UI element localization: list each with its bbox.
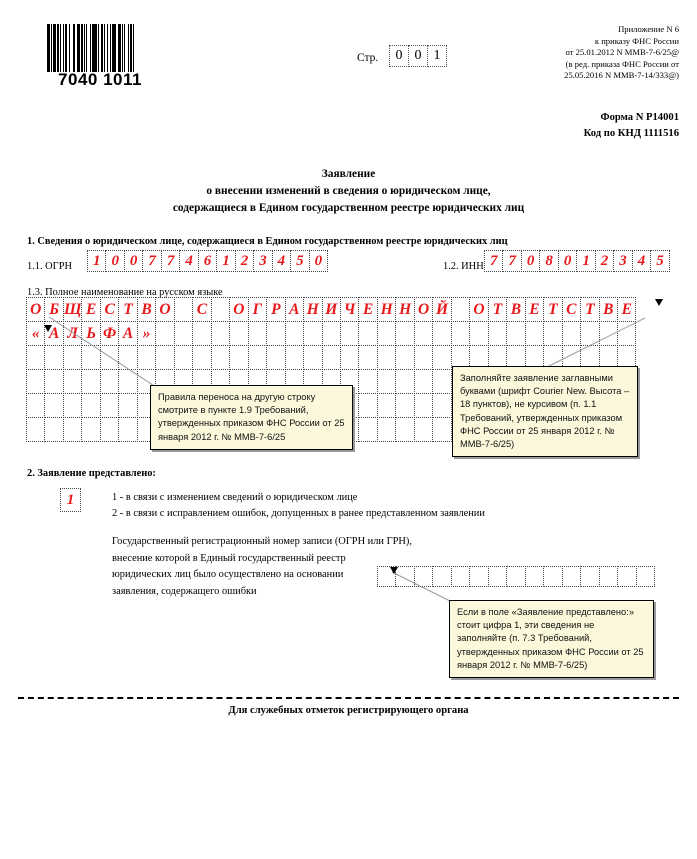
company-name-row[interactable] <box>27 321 636 346</box>
company-name-cell[interactable]: А <box>118 321 137 346</box>
company-name-cell[interactable]: « <box>26 321 45 346</box>
grn-cell[interactable] <box>414 566 433 587</box>
company-name-cell[interactable] <box>358 417 377 442</box>
ogrn-cell[interactable]: 1 <box>216 250 235 272</box>
company-name-cell[interactable] <box>63 417 82 442</box>
company-name-cell[interactable] <box>395 369 414 394</box>
ogrn-cell[interactable]: 4 <box>272 250 291 272</box>
grn-cell[interactable] <box>617 566 636 587</box>
company-name-cell[interactable] <box>451 321 470 346</box>
company-name-cell[interactable] <box>322 345 341 370</box>
company-name-cell[interactable] <box>63 369 82 394</box>
page-title <box>0 166 697 217</box>
grn-cell[interactable] <box>562 566 581 587</box>
company-name-cell[interactable] <box>229 345 248 370</box>
company-name-cell[interactable] <box>211 345 230 370</box>
ogrn-cell[interactable]: 1 <box>87 250 106 272</box>
company-name-cell[interactable] <box>432 417 451 442</box>
company-name-cell[interactable] <box>432 369 451 394</box>
company-name-cell[interactable]: Й <box>432 297 451 322</box>
company-name-cell[interactable]: Е <box>525 297 544 322</box>
company-name-cell[interactable] <box>377 345 396 370</box>
grn-cell[interactable] <box>580 566 599 587</box>
grn-cell[interactable] <box>506 566 525 587</box>
form-meta <box>489 110 679 142</box>
company-name-cell[interactable]: В <box>599 297 618 322</box>
company-name-cell[interactable] <box>174 297 193 322</box>
company-name-cell[interactable]: Ф <box>100 321 119 346</box>
company-name-cell[interactable]: Т <box>580 297 599 322</box>
barcode <box>47 24 153 88</box>
company-name-cell[interactable]: Ь <box>81 321 100 346</box>
company-name-cell[interactable] <box>340 321 359 346</box>
company-name-cell[interactable] <box>44 417 63 442</box>
grn-cell[interactable] <box>636 566 655 587</box>
ogrn-cell[interactable]: 4 <box>179 250 198 272</box>
company-name-cell[interactable] <box>100 369 119 394</box>
page-number-label: Стр. <box>357 52 379 64</box>
appendix-line-4: 25.05.2016 N ММВ-7-14/333@) <box>564 70 679 81</box>
inn-cell[interactable]: 7 <box>484 250 503 272</box>
company-name-cell[interactable] <box>543 321 562 346</box>
grn-cell[interactable] <box>543 566 562 587</box>
barcode-number: 7040 1011 <box>58 70 142 89</box>
company-name-cell[interactable]: Н <box>395 297 414 322</box>
ogrn-cell[interactable]: 3 <box>253 250 272 272</box>
company-name-cell[interactable] <box>118 345 137 370</box>
form-name: Форма N Р14001 <box>600 112 679 123</box>
ogrn-cell[interactable]: 0 <box>309 250 328 272</box>
title-line-1: Заявление <box>321 168 376 180</box>
application-type-option-1: 1 - в связи с изменением сведений о юридическом лице <box>112 492 358 503</box>
callout-grn-rule: Если в поле «Заявление представлено:» стоит цифра 1, эти сведения не заполняйте (п. 7.3 Требований, утвержденных приказом ФНС России от 25 января 2012 г. № ММВ-7-6/25) <box>449 600 654 678</box>
company-name-cell[interactable]: В <box>506 297 525 322</box>
company-name-cell[interactable] <box>118 417 137 442</box>
grn-field[interactable] <box>378 566 655 587</box>
grn-description-line-3: юридических лиц было осуществлено на основании <box>112 569 344 580</box>
application-type-field[interactable]: 1 <box>60 488 81 512</box>
company-name-cell[interactable] <box>44 345 63 370</box>
company-name-cell[interactable] <box>358 393 377 418</box>
company-name-cell[interactable]: Р <box>266 297 285 322</box>
company-name-cell[interactable]: О <box>469 297 488 322</box>
title-line-2: о внесении изменений в сведения о юридическом лице, <box>206 185 491 197</box>
office-use-note: Для служебных отметок регистрирующего органа <box>228 705 469 716</box>
ogrn-cell[interactable]: 7 <box>142 250 161 272</box>
company-name-cell[interactable] <box>414 417 433 442</box>
company-name-cell[interactable]: Е <box>358 297 377 322</box>
company-name-cell[interactable] <box>303 345 322 370</box>
company-name-row[interactable] <box>27 297 636 322</box>
caret-marker-name-row1 <box>655 299 663 306</box>
company-name-cell[interactable] <box>118 369 137 394</box>
inn-cell[interactable]: 4 <box>632 250 651 272</box>
company-name-cell[interactable]: Е <box>617 297 636 322</box>
company-name-cell[interactable]: С <box>100 297 119 322</box>
page-number-cell[interactable]: 0 <box>389 45 409 67</box>
company-name-cell[interactable]: » <box>137 321 156 346</box>
company-name-cell[interactable] <box>100 345 119 370</box>
inn-cell[interactable]: 8 <box>539 250 558 272</box>
company-name-cell[interactable] <box>248 321 267 346</box>
company-name-cell[interactable] <box>617 321 636 346</box>
ogrn-cell[interactable]: 7 <box>161 250 180 272</box>
company-name-cell[interactable] <box>248 345 267 370</box>
company-name-cell[interactable]: Е <box>81 297 100 322</box>
company-name-cell[interactable] <box>118 393 137 418</box>
company-name-cell[interactable] <box>100 393 119 418</box>
company-name-cell[interactable]: С <box>562 297 581 322</box>
ogrn-cell[interactable]: 5 <box>290 250 309 272</box>
page-number-cells[interactable] <box>390 45 447 67</box>
company-name-cell[interactable] <box>100 417 119 442</box>
company-name-cell[interactable] <box>44 393 63 418</box>
company-name-cell[interactable] <box>81 393 100 418</box>
grn-cell[interactable] <box>432 566 451 587</box>
company-name-label: 1.3. Полное наименование на русском языке <box>27 287 223 298</box>
inn-cell[interactable]: 1 <box>576 250 595 272</box>
company-name-cell[interactable] <box>432 321 451 346</box>
inn-cell[interactable]: 0 <box>521 250 540 272</box>
ogrn-cell[interactable]: 2 <box>235 250 254 272</box>
inn-cell[interactable]: 3 <box>613 250 632 272</box>
ogrn-label: 1.1. ОГРН <box>27 261 72 272</box>
page-number-cell[interactable]: 0 <box>408 45 428 67</box>
grn-cell[interactable] <box>395 566 414 587</box>
inn-field[interactable] <box>485 250 670 272</box>
company-name-cell[interactable] <box>322 321 341 346</box>
section-2-heading: 2. Заявление представлено: <box>27 468 156 479</box>
ogrn-cell[interactable]: 0 <box>124 250 143 272</box>
company-name-cell[interactable]: Т <box>118 297 137 322</box>
company-name-cell[interactable]: Ч <box>340 297 359 322</box>
company-name-cell[interactable] <box>81 417 100 442</box>
inn-cell[interactable]: 7 <box>502 250 521 272</box>
company-name-cell[interactable]: О <box>155 297 174 322</box>
appendix-line-1: к приказу ФНС России <box>594 35 679 46</box>
company-name-cell[interactable] <box>44 369 63 394</box>
appendix-line-0: Приложение N 6 <box>618 24 679 34</box>
company-name-cell[interactable] <box>26 417 45 442</box>
grn-cell[interactable] <box>469 566 488 587</box>
company-name-cell[interactable] <box>580 321 599 346</box>
appendix-line-3: (в ред. приказа ФНС России от <box>565 58 679 69</box>
company-name-cell[interactable] <box>192 345 211 370</box>
company-name-cell[interactable] <box>599 321 618 346</box>
company-name-cell[interactable] <box>562 321 581 346</box>
title-line-3: содержащиеся в Едином государственном реестре юридических лиц <box>172 202 525 214</box>
company-name-cell[interactable] <box>377 369 396 394</box>
company-name-cell[interactable] <box>26 345 45 370</box>
company-name-cell[interactable] <box>377 417 396 442</box>
company-name-cell[interactable]: В <box>137 297 156 322</box>
company-name-cell[interactable]: А <box>44 321 63 346</box>
company-name-cell[interactable] <box>377 321 396 346</box>
callout-wrap-rule: Правила переноса на другую строку смотрите в пункте 1.9 Требований, утвержденных приказом ФНС России от 25 января 2012 г. № ММВ-7-6/25 <box>150 385 353 450</box>
company-name-cell[interactable] <box>377 393 396 418</box>
company-name-cell[interactable] <box>414 345 433 370</box>
cut-line-divider <box>18 697 679 699</box>
inn-cell[interactable]: 0 <box>558 250 577 272</box>
company-name-cell[interactable] <box>155 321 174 346</box>
company-name-cell[interactable] <box>414 393 433 418</box>
company-name-cell[interactable]: Т <box>488 297 507 322</box>
company-name-cell[interactable] <box>81 345 100 370</box>
company-name-cell[interactable] <box>432 393 451 418</box>
grn-description <box>112 534 412 600</box>
caret-marker-grn <box>390 567 398 574</box>
grn-cell[interactable] <box>488 566 507 587</box>
company-name-cell[interactable] <box>174 321 193 346</box>
company-name-cell[interactable] <box>229 321 248 346</box>
company-name-cell[interactable] <box>211 321 230 346</box>
company-name-cell[interactable] <box>137 345 156 370</box>
grn-description-line-1: Государственный регистрационный номер записи (ОГРН или ГРН), <box>112 536 412 547</box>
company-name-cell[interactable] <box>285 345 304 370</box>
company-name-cell[interactable] <box>26 369 45 394</box>
section-1-heading: 1. Сведения о юридическом лице, содержащиеся в Едином государственном реестре юридических лиц <box>27 236 508 247</box>
application-type-option-2: 2 - в связи с исправлением ошибок, допущенных в ранее представленном заявлении <box>112 508 485 519</box>
company-name-cell[interactable] <box>488 321 507 346</box>
company-name-cell[interactable] <box>174 345 193 370</box>
company-name-cell[interactable] <box>358 321 377 346</box>
company-name-cell[interactable]: О <box>229 297 248 322</box>
inn-cell[interactable]: 2 <box>595 250 614 272</box>
company-name-cell[interactable] <box>414 321 433 346</box>
company-name-cell[interactable] <box>266 345 285 370</box>
company-name-cell[interactable] <box>525 321 544 346</box>
company-name-cell[interactable]: И <box>322 297 341 322</box>
company-name-cell[interactable] <box>63 393 82 418</box>
company-name-cell[interactable] <box>155 345 174 370</box>
company-name-cell[interactable] <box>395 345 414 370</box>
company-name-cell[interactable]: Н <box>377 297 396 322</box>
company-name-cell[interactable] <box>358 345 377 370</box>
company-name-cell[interactable] <box>469 321 488 346</box>
inn-label: 1.2. ИНН <box>443 261 484 272</box>
company-name-cell[interactable]: О <box>26 297 45 322</box>
company-name-cell[interactable]: О <box>414 297 433 322</box>
ogrn-cell[interactable]: 6 <box>198 250 217 272</box>
page-number-cell[interactable]: 1 <box>427 45 447 67</box>
company-name-cell[interactable] <box>395 417 414 442</box>
company-name-cell[interactable]: Б <box>44 297 63 322</box>
grn-cell[interactable] <box>599 566 618 587</box>
company-name-cell[interactable] <box>395 393 414 418</box>
company-name-cell[interactable] <box>395 321 414 346</box>
company-name-cell[interactable] <box>451 297 470 322</box>
callout-font-rule: Заполняйте заявление заглавными буквами (шрифт Courier New. Высота – 18 пунктов), не курсивом (п. 1.1 Требований, утвержденных приказом ФНС России от 25 января 2012 г. № ММВ-7-6/25) <box>452 366 638 457</box>
company-name-cell[interactable]: С <box>192 297 211 322</box>
company-name-cell[interactable] <box>63 345 82 370</box>
appendix-line-2: от 25.01.2012 N ММВ-7-6/25@ <box>565 47 679 58</box>
company-name-cell[interactable] <box>81 369 100 394</box>
company-name-cell[interactable] <box>285 321 304 346</box>
company-name-cell[interactable]: Н <box>303 297 322 322</box>
company-name-cell[interactable]: Л <box>63 321 82 346</box>
ogrn-cell[interactable]: 0 <box>105 250 124 272</box>
company-name-cell[interactable] <box>303 321 322 346</box>
grn-description-line-2: внесение которой в Единый государственный реестр <box>112 552 346 564</box>
ogrn-field[interactable] <box>88 250 328 272</box>
company-name-cell[interactable] <box>340 345 359 370</box>
inn-cell[interactable]: 5 <box>650 250 669 272</box>
company-name-cell[interactable] <box>211 297 230 322</box>
grn-cell[interactable] <box>525 566 544 587</box>
company-name-cell[interactable]: А <box>285 297 304 322</box>
company-name-cell[interactable] <box>414 369 433 394</box>
grn-cell[interactable] <box>451 566 470 587</box>
company-name-cell[interactable]: Г <box>248 297 267 322</box>
company-name-cell[interactable]: Т <box>543 297 562 322</box>
company-name-cell[interactable] <box>26 393 45 418</box>
company-name-cell[interactable] <box>432 345 451 370</box>
company-name-cell[interactable] <box>506 321 525 346</box>
appendix-reference <box>489 24 679 82</box>
barcode-bars <box>47 24 153 72</box>
company-name-cell[interactable]: Щ <box>63 297 82 322</box>
grn-description-line-4: заявления, содержащего ошибки <box>112 585 257 597</box>
caret-marker-name-row2 <box>44 325 52 332</box>
company-name-cell[interactable] <box>192 321 211 346</box>
company-name-cell[interactable] <box>266 321 285 346</box>
knd-code: Код по КНД 1111516 <box>583 128 679 139</box>
company-name-cell[interactable] <box>358 369 377 394</box>
